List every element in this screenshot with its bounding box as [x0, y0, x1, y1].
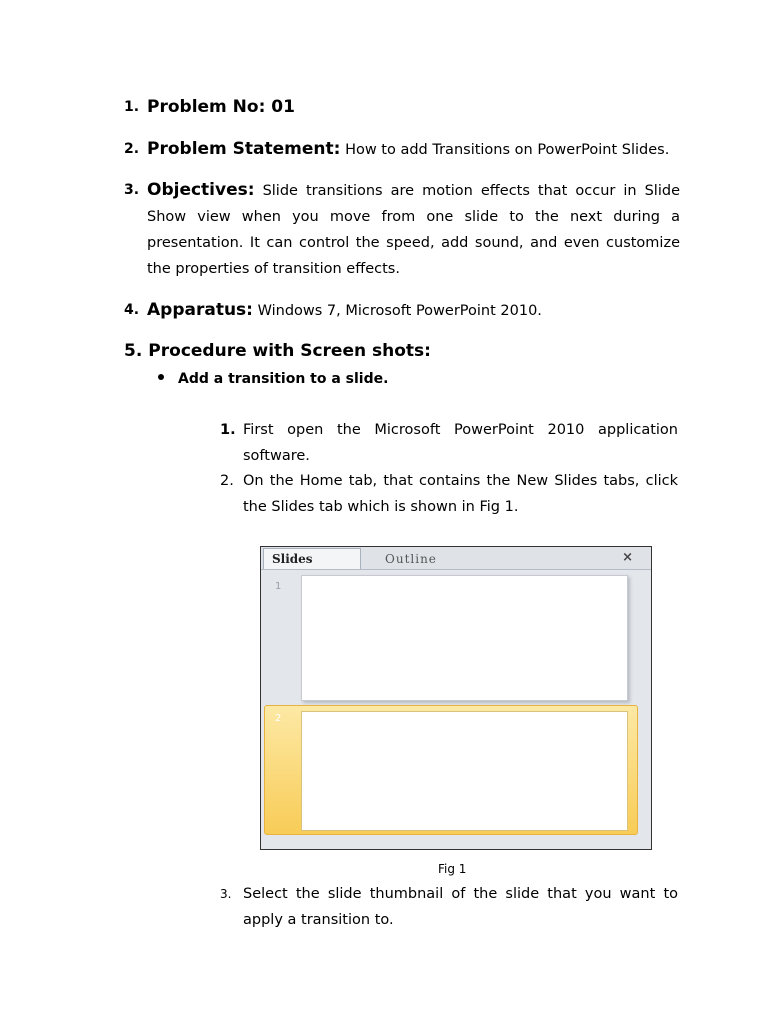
tab-slides[interactable]: Slides — [263, 548, 361, 569]
close-icon[interactable]: × — [622, 550, 633, 565]
item-number: 3. — [124, 182, 140, 198]
item-number: 4. — [124, 302, 140, 318]
step-item — [220, 417, 678, 469]
objectives-label: Objectives: — [147, 180, 255, 200]
procedure-heading — [124, 338, 437, 364]
slide-thumbnail-2[interactable] — [301, 711, 628, 831]
apparatus-label: Apparatus: — [147, 300, 253, 320]
slide-number-1: 1 — [275, 581, 282, 592]
step-number: 2. — [220, 473, 234, 489]
item-number: 2. — [124, 141, 140, 157]
figure-caption: Fig 1 — [438, 862, 467, 876]
problem-statement-label: Problem Statement: — [147, 139, 341, 159]
item-problem-statement — [124, 136, 680, 163]
bullet-dot-icon — [158, 374, 164, 380]
step-text: Select the slide thumbnail of the slide that you want to apply a transition to. — [243, 886, 678, 928]
slides-pane-screenshot — [260, 546, 652, 850]
procedure-number: 5. — [124, 341, 143, 361]
pane-tab-bar — [261, 547, 651, 570]
slide-number-2: 2 — [275, 713, 282, 724]
slide-thumbnail-1[interactable] — [301, 575, 628, 701]
item-problem-no — [124, 94, 680, 121]
problem-statement-text: How to add Transitions on PowerPoint Slides. — [345, 142, 670, 158]
item-apparatus — [124, 297, 680, 324]
apparatus-text: Windows 7, Microsoft PowerPoint 2010. — [257, 303, 542, 319]
bullet-item — [158, 368, 388, 390]
bullet-text: Add a transition to a slide. — [178, 371, 389, 387]
problem-no-label: Problem No: 01 — [147, 97, 295, 117]
step-item — [220, 468, 678, 520]
step-item — [220, 881, 678, 933]
step-number: 1. — [220, 422, 236, 438]
item-number: 1. — [124, 99, 140, 115]
procedure-title: Procedure with Screen shots: — [148, 341, 431, 361]
step-text: On the Home tab, that contains the New Slides tabs, click the Slides tab which is shown in Fig 1. — [243, 473, 678, 515]
step-text: First open the Microsoft PowerPoint 2010 application software. — [243, 422, 678, 464]
tab-outline[interactable]: Outline — [385, 552, 437, 566]
objectives-text: Slide transitions are motion effects that occur in Slide Show view when you move from one slide to the next during a presentation. It can control the speed, add sound, and even customize the properties of transition effects. — [147, 183, 680, 277]
item-objectives — [124, 177, 680, 282]
step-number: 3. — [220, 887, 232, 901]
